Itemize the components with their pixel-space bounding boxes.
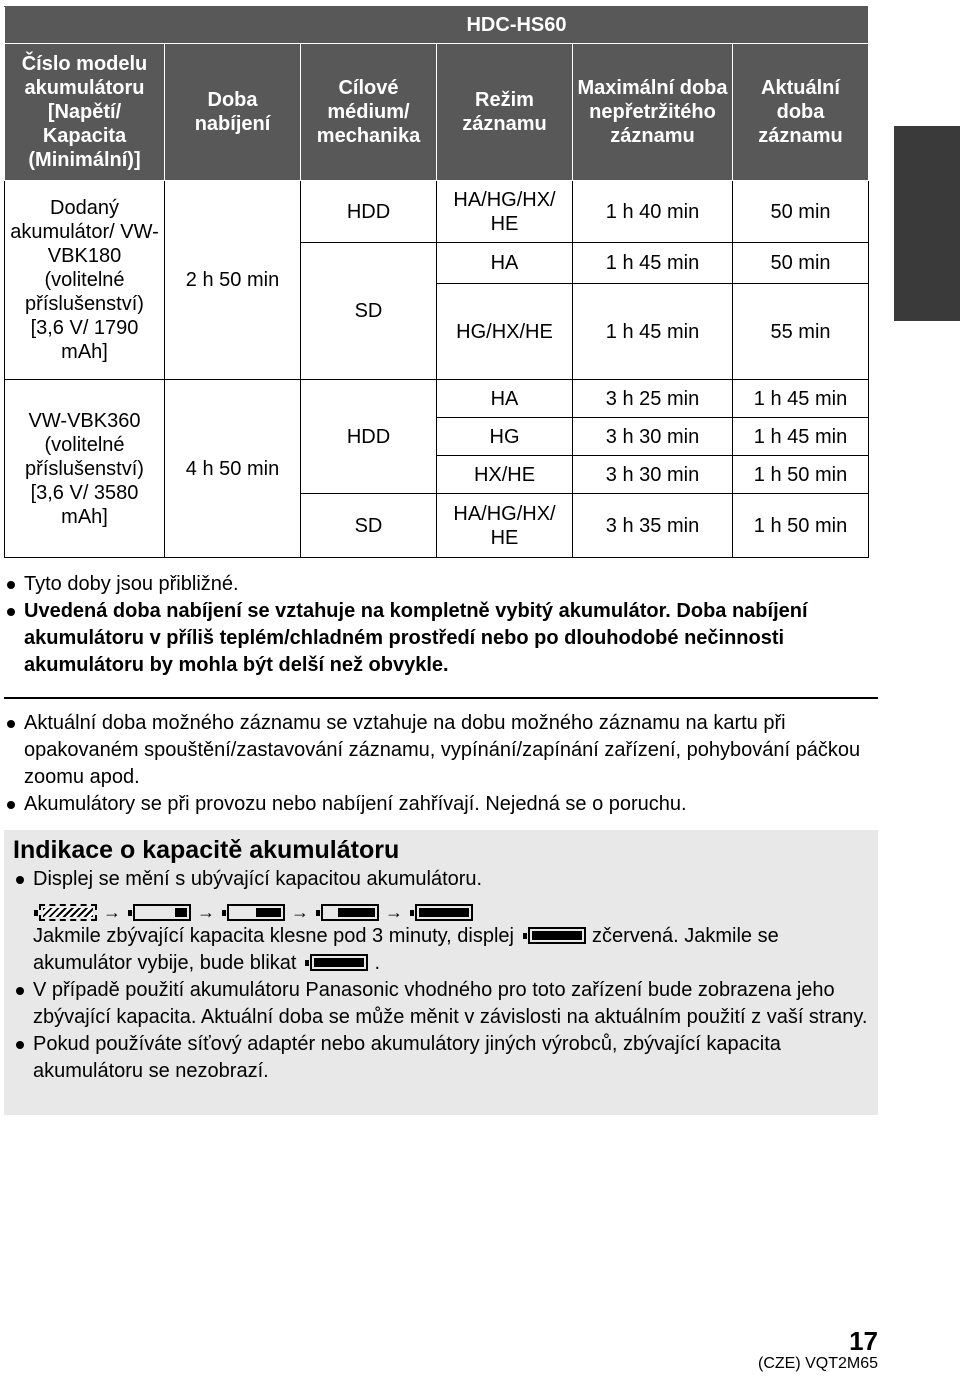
mode-cell: HG/HX/HE [437, 284, 573, 380]
max-cell: 3 h 35 min [573, 494, 733, 558]
actual-cell: 1 h 45 min [733, 380, 869, 418]
arrow-icon: → [103, 901, 121, 922]
bullet-icon [16, 876, 24, 884]
media-cell: SD [301, 243, 437, 380]
header-max: Maximální doba nepřetržitého záznamu [573, 44, 733, 181]
header-battery: Číslo modelu akumulátoru [Napětí/ Kapacita (Minimální)] [5, 44, 165, 181]
section-tab-marker [894, 126, 960, 321]
battery-cell: VW-VBK360 (volitelné příslušenství) [3,6 V/ 3580 mAh] [5, 380, 165, 558]
note-text: Aktuální doba možného záznamu se vztahuje na dobu možného záznamu na kartu při opakovaném spouštění/zastavování záznamu, vypínání/zapínání zařízení, pohybování páčkou zoomu apod. [24, 712, 861, 788]
note-panasonic-battery [13, 977, 873, 1031]
actual-cell: 1 h 45 min [733, 418, 869, 456]
mode-cell: HA [437, 380, 573, 418]
battery-cell: Dodaný akumulátor/ VW-VBK180 (volitelné příslušenství) [3,6 V/ 1790 mAh] [5, 181, 165, 380]
note-ac-adaptor [13, 1031, 873, 1085]
table-row [5, 380, 869, 418]
page-number: 17 [849, 1326, 878, 1356]
note-heat [4, 791, 878, 818]
max-cell: 3 h 25 min [573, 380, 733, 418]
note-text: Uvedená doba nabíjení se vztahuje na kompletně vybitý akumulátor. Doba nabíjení akumulátoru v příliš teplém/chladném prostředí nebo po dlouhodobé nečinnosti akumulátoru by mohla být delší než obvykle. [24, 600, 808, 676]
note-approximate [4, 571, 878, 598]
media-cell: SD [301, 494, 437, 558]
note-text: Pokud používáte síťový adaptér nebo akumulátory jiných výrobců, zbývající kapacita akumulátoru se nezobrazí. [33, 1033, 781, 1082]
note-text: zčervená. Jakmile se akumulátor vybije, bude blikat [33, 925, 779, 974]
arrow-icon: → [291, 901, 309, 922]
actual-cell: 1 h 50 min [733, 494, 869, 558]
actual-cell: 55 min [733, 284, 869, 380]
max-cell: 3 h 30 min [573, 456, 733, 494]
battery-level-icon [227, 904, 285, 921]
battery-level-icon [133, 904, 191, 921]
actual-cell: 50 min [733, 181, 869, 243]
mode-cell: HX/HE [437, 456, 573, 494]
note-text: . [374, 952, 381, 974]
bullet-icon [7, 801, 15, 809]
note-text: Tyto doby jsou přibližné. [24, 573, 239, 595]
max-cell: 3 h 30 min [573, 418, 733, 456]
header-actual: Aktuální doba záznamu [733, 44, 869, 181]
mode-cell: HA/HG/HX/ HE [437, 181, 573, 243]
table-row [5, 181, 869, 243]
note-text: Akumulátory se při provozu nebo nabíjení zahřívají. Nejedná se o poruchu. [24, 793, 687, 815]
battery-blinking-icon [310, 954, 368, 971]
max-cell: 1 h 45 min [573, 243, 733, 284]
table-notes [4, 571, 878, 679]
arrow-icon: → [385, 901, 403, 922]
section-heading: Indikace o kapacitě akumulátoru [13, 836, 400, 864]
divider [4, 697, 878, 699]
arrow-icon: → [197, 901, 215, 922]
note-display-changes [13, 866, 873, 977]
media-cell: HDD [301, 380, 437, 494]
header-mode: Režim záznamu [437, 44, 573, 181]
header-media: Cílové médium/ mechanika [301, 44, 437, 181]
charge-cell: 4 h 50 min [165, 380, 301, 558]
media-cell: HDD [301, 181, 437, 243]
bullet-icon [7, 608, 15, 616]
model-header: HDC-HS60 [165, 7, 869, 44]
bullet-icon [7, 581, 15, 589]
actual-cell: 50 min [733, 243, 869, 284]
note-text: V případě použití akumulátoru Panasonic vhodného pro toto zařízení bude zobrazena jeho zbývající kapacita. Aktuální doba se může měnit v závislosti na aktuálním použití z vaší strany. [33, 979, 868, 1028]
mode-cell: HG [437, 418, 573, 456]
note-text: Displej se mění s ubývající kapacitou akumulátoru. [33, 868, 483, 890]
actual-cell: 1 h 50 min [733, 456, 869, 494]
note-charge-time [4, 598, 878, 679]
max-cell: 1 h 40 min [573, 181, 733, 243]
header-charge: Doba nabíjení [165, 44, 301, 181]
document-code: (CZE) VQT2M65 [757, 1355, 878, 1372]
max-cell: 1 h 45 min [573, 284, 733, 380]
battery-level-icon [321, 904, 379, 921]
recording-time-table [4, 6, 869, 558]
mode-cell: HA/HG/HX/ HE [437, 494, 573, 558]
bullet-icon [16, 987, 24, 995]
note-text: Jakmile zbývající kapacita klesne pod 3 minuty, displej [33, 925, 514, 947]
battery-empty-icon [528, 927, 586, 944]
recording-notes [4, 710, 878, 818]
mode-cell: HA [437, 243, 573, 284]
charge-cell: 2 h 50 min [165, 181, 301, 380]
battery-capacity-section [4, 830, 878, 1115]
note-actual-time [4, 710, 878, 791]
battery-level-icon [39, 904, 97, 921]
bullet-icon [7, 720, 15, 728]
header-corner [5, 7, 165, 44]
battery-level-icon [415, 904, 473, 921]
bullet-icon [16, 1041, 24, 1049]
